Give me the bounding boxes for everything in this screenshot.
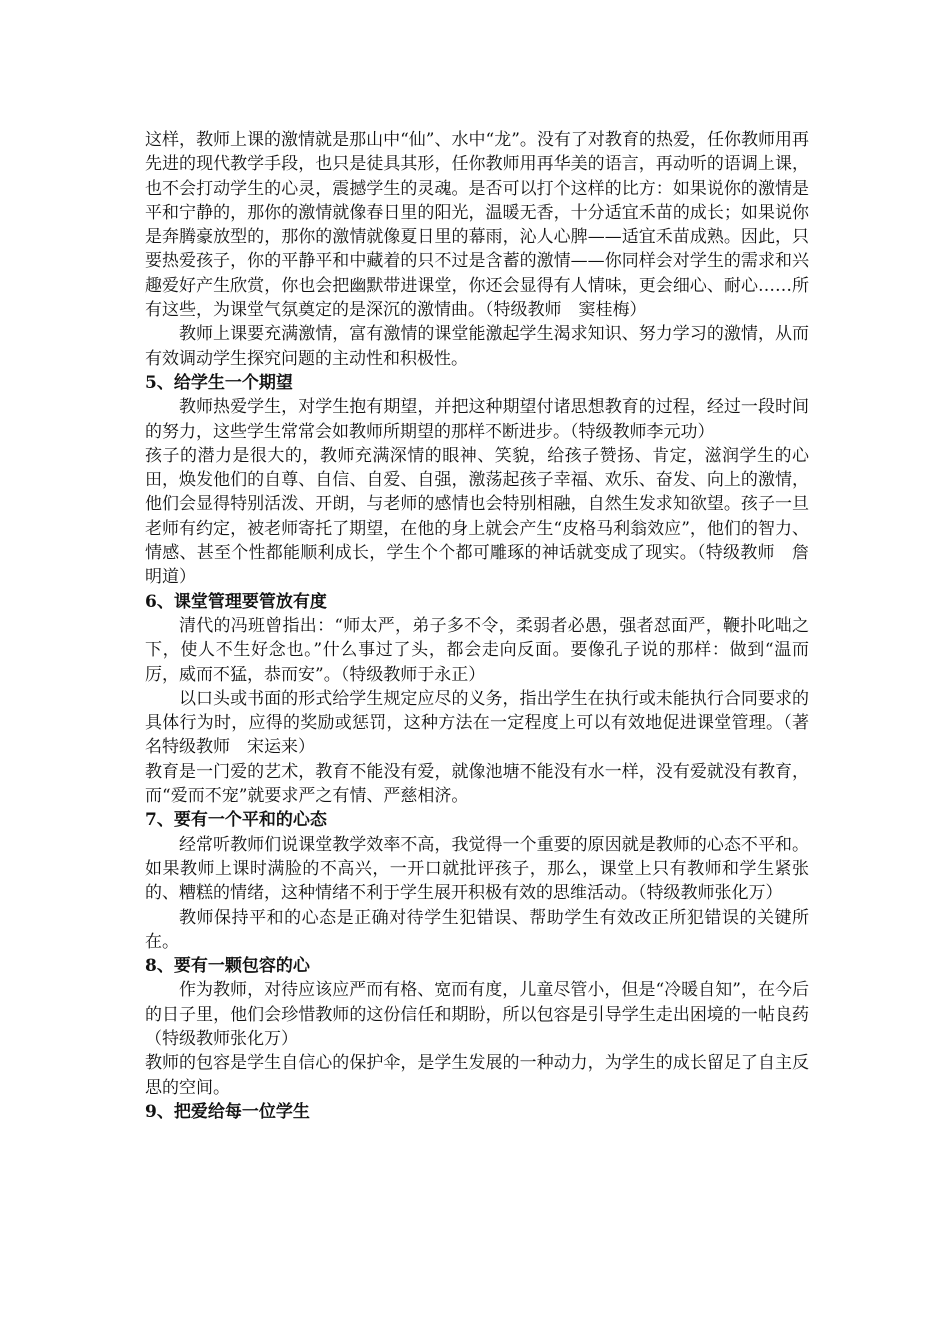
- paragraph-calm-quote: 经常听教师们说课堂教学效率不高，我觉得一个重要的原因就是教师的心态不平和。如果教师上课时满脸的不高兴，一开口就批评孩子，那么，课堂上只有教师和学生紧张的、糟糕的情绪，这种情绪不利于学生展开积极有效的思维活动。（特级教师张化万）: [145, 834, 809, 904]
- section-heading-6: 6、课堂管理要管放有度: [145, 591, 327, 612]
- paragraph-tolerance-quote: 作为教师，对待应该应严而有格、宽而有度，儿童尽管小，但是“冷暖自知”，在今后的日子里，他们会珍惜教师的这份信任和期盼，所以包容是引导学生走出困境的一帖良药（特级教师张化万）: [145, 980, 809, 1049]
- paragraph-management-contract: 以口头或书面的形式给学生规定应尽的义务，指出学生在执行或未能执行合同要求的具体行为时，应得的奖励或惩罚，这种方法在一定程度上可以有效地促进课堂管理。（著名特级教师 宋运来）: [145, 688, 809, 758]
- document-body: [145, 128, 809, 1124]
- section-heading-9: 9、把爱给每一位学生: [145, 1101, 310, 1122]
- paragraph-expectation-potential: 孩子的潜力是很大的，教师充满深情的眼神、笑貌，给孩子赞扬、肯定，滋润学生的心田，焕发他们的自尊、自信、自爱、自强，激荡起孩子幸福、欢乐、奋发、向上的激情，他们会显得特别活泼、开朗，与老师的感情也会特别相融，自然生发求知欲望。孩子一旦老师有约定，被老师寄托了期望，在他的身上就会产生“皮格马利翁效应”，他们的智力、情感、甚至个性都能顺利成长，学生个个都可雕琢的神话就变成了现实。（特级教师 詹明道）: [145, 445, 809, 588]
- paragraph-expectation-quote: 教师热爱学生，对学生抱有期望，并把这种期望付诸思想教育的过程，经过一段时间的努力，这些学生常常会如教师所期望的那样不断进步。（特级教师李元功）: [145, 397, 809, 442]
- section-heading-7: 7、要有一个平和的心态: [145, 810, 327, 831]
- paragraph-tolerance-summary: 教师的包容是学生自信心的保护伞，是学生发展的一种动力，为学生的成长留足了自主反思的空间。: [145, 1053, 809, 1098]
- paragraph-passion-summary: 教师上课要充满激情，富有激情的课堂能激起学生渴求知识、努力学习的激情，从而有效调动学生探究问题的主动性和积极性。: [145, 324, 809, 369]
- paragraph-management-quote: 清代的冯班曾指出：“师太严，弟子多不令，柔弱者必愚，强者怼面严，鞭扑叱咄之下，使人不生好念也。”什么事过了头，都会走向反面。要像孔子说的那样：做到“温而厉，威而不猛，恭而安”。（特级教师于永正）: [145, 615, 809, 685]
- section-heading-5: 5、给学生一个期望: [145, 372, 293, 393]
- paragraph-calm-summary: 教师保持平和的心态是正确对待学生犯错误、帮助学生有效改正所犯错误的关键所在。: [145, 907, 809, 952]
- section-heading-8: 8、要有一颗包容的心: [145, 956, 310, 977]
- paragraph-management-love: 教育是一门爱的艺术，教育不能没有爱，就像池塘不能没有水一样，没有爱就没有教育，而“爱而不宠”就要求严之有情、严慈相济。: [145, 761, 809, 807]
- paragraph-passion-metaphor: 这样，教师上课的激情就是那山中“仙”、水中“龙”。没有了对教育的热爱，任你教师用再先进的现代教学手段，也只是徒具其形，任你教师用再华美的语言，再动听的语调上课，也不会打动学生的心灵，震撼学生的灵魂。是否可以打个这样的比方：如果说你的激情是平和宁静的，那你的激情就像春日里的阳光，温暖无香，十分适宜禾苗的成长；如果说你是奔腾豪放型的，那你的激情就像夏日里的幕雨，沁人心脾——适宜禾苗成熟。因此，只要热爱孩子，你的平静平和中藏着的只不过是含蓄的激情——你同样会对学生的需求和兴趣爱好产生欣赏，你也会把幽默带进课堂，你还会显得有人情味，更会细心、耐心……所有这些，为课堂气氛奠定的是深沉的激情曲。（特级教师 窦桂梅）: [145, 130, 809, 321]
